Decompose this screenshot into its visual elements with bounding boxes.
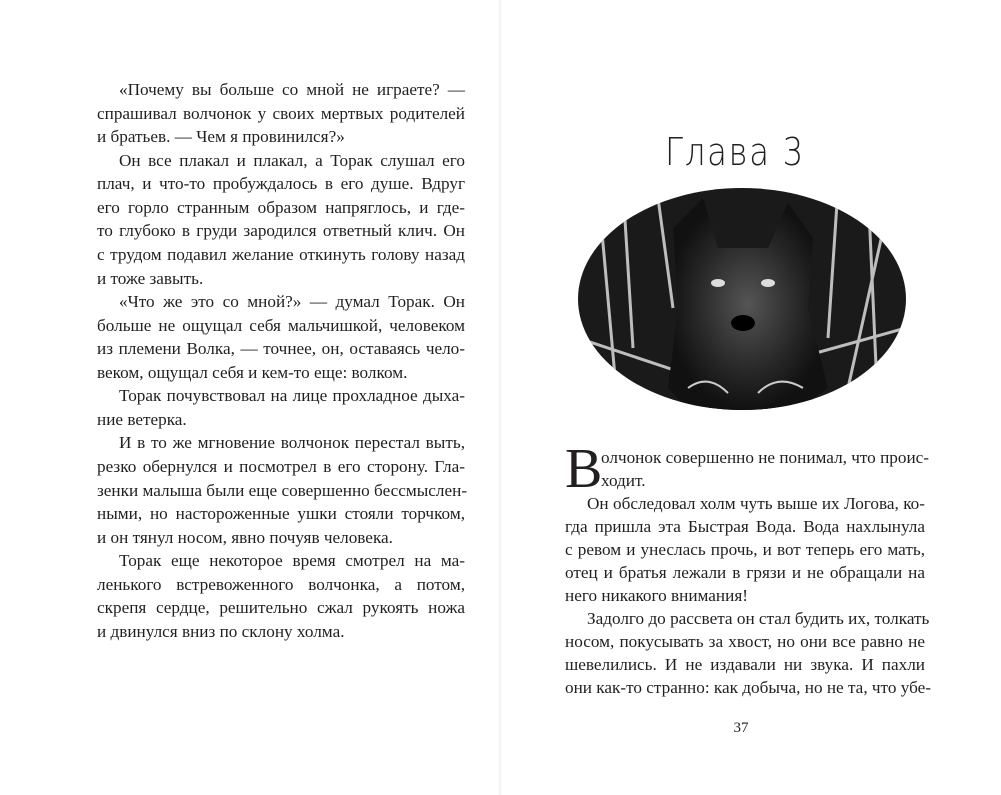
opening-paragraph: [565, 438, 930, 500]
text-line: и тоже завыть.: [97, 268, 204, 288]
text-line: резко обернулся и посмотрел в его сторону. Гла-: [97, 457, 465, 476]
paragraph: [97, 78, 465, 149]
text-line: спрашивал волчонок у своих мертвых родителей: [97, 103, 465, 123]
text-line: веком, ощущал себя и кем-то еще: волком.: [97, 362, 408, 382]
text-line: «Почему вы больше со мной не играете? —: [119, 80, 465, 99]
chapter-title: Глава 3: [665, 130, 805, 174]
text-line: то глубоко в груди зародился ответный клич. Он: [97, 221, 465, 241]
text-line: И в то же мгновение волчонок перестал выть,: [119, 433, 465, 453]
paragraph: [97, 549, 465, 643]
text-line: ние ветерка.: [97, 409, 187, 429]
text-line: Он обследовал холм чуть выше их Логова, ко-: [587, 494, 925, 513]
text-line: ходит.: [601, 471, 646, 490]
text-line: из племени Волка, — точнее, он, оставаясь чело-: [97, 339, 465, 359]
wolf-cub-illustration: [578, 188, 906, 410]
text-line: гда пришла эта Быстрая Вода. Вода нахлынула: [565, 517, 925, 536]
text-line: его горло странным образом напряглось, и где-: [97, 197, 465, 217]
paragraph: [565, 607, 931, 699]
text-line: скрепя сердце, решительно сжал рукоять ножа: [97, 598, 465, 618]
paragraph: [97, 290, 465, 384]
text-line: они как-то странно: как добыча, но не та, что убе-: [565, 678, 931, 697]
text-line: и он тянул носом, явно почуяв человека.: [97, 527, 393, 547]
text-line: Торак еще некоторое время смотрел на ма-: [119, 551, 465, 571]
text-line: него никакого внимания!: [565, 586, 748, 605]
text-line: и двинулся вниз по склону холма.: [97, 621, 345, 641]
text-line: ленького встревоженного волчонка, а потом,: [97, 574, 465, 594]
text-line: ными, но настороженные ушки стояли торчком,: [97, 504, 465, 524]
left-page: [0, 0, 500, 795]
text-line: Задолго до рассвета он стал будить их, толкать: [587, 609, 930, 628]
text-line: с трудом подавил желание откинуть голову назад: [97, 244, 465, 264]
right-page-text: [565, 438, 931, 699]
text-line: Торак почувствовал на лице прохладное дыха-: [119, 386, 465, 406]
text-line: носом, покусывать за хвост, но они все равно не: [565, 632, 925, 651]
drop-cap: В: [565, 438, 603, 500]
text-line: олчонок совершенно не понимал, что проис-: [601, 448, 930, 467]
page-number: 37: [733, 720, 749, 736]
right-page: [500, 0, 1001, 795]
text-line: отец и братья лежали в грязи и не обращали на: [565, 563, 925, 582]
text-line: и братьев. — Чем я провинился?»: [97, 127, 345, 147]
text-line: с ревом и унеслась прочь, и вот теперь его мать,: [565, 540, 925, 559]
paragraph: [565, 492, 925, 607]
text-line: плач, и что-то пробуждалось в его душе. Вдруг: [97, 174, 465, 194]
paragraph: [97, 149, 465, 290]
text-line: «Что же это со мной?» — думал Торак. Он: [119, 292, 465, 312]
left-page-text: [97, 78, 468, 644]
paragraph: [97, 384, 465, 431]
text-line: шевелились. И не издавали ни звука. И пахли: [565, 655, 925, 674]
text-line: Он все плакал и плакал, а Торак слушал его: [119, 150, 465, 170]
text-line: больше не ощущал себя мальчишкой, человеком: [97, 315, 465, 335]
paragraph: [97, 431, 468, 549]
text-line: зенки малыша были еще совершенно бессмыслен-: [97, 480, 468, 500]
